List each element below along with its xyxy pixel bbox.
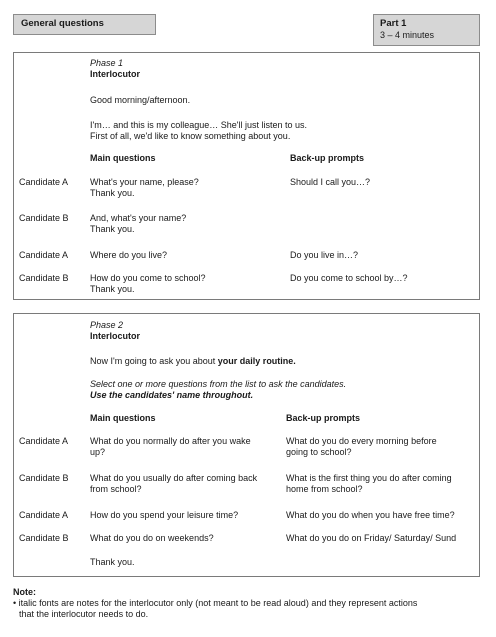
phase1-label: Phase 1 — [90, 58, 124, 68]
main-question: And, what's your name? — [90, 213, 187, 223]
backup-prompt: What do you do every morning before — [286, 436, 437, 446]
main-question: What do you normally do after you wake — [90, 436, 251, 446]
backup-prompt: What do you do when you have free time? — [286, 510, 455, 520]
candidate-label: Candidate A — [19, 177, 69, 187]
phase2-main-questions-header: Main questions — [90, 413, 156, 423]
backup-prompt: What do you do on Friday/ Saturday/ Sund — [286, 533, 457, 543]
main-question: from school? — [90, 484, 142, 494]
note-heading: Note: — [13, 587, 36, 597]
part-label: Part 1 — [380, 18, 407, 29]
backup-prompt: home from school? — [286, 484, 363, 494]
note-text — [13, 598, 483, 620]
main-question: How do you spend your leisure time? — [90, 510, 239, 520]
phase1-intro-line: First of all, we'd like to know something about you. — [90, 131, 291, 141]
main-question: What's your name, please? — [90, 177, 199, 187]
backup-prompt: Do you live in…? — [290, 250, 359, 260]
phase1-backup-prompts-header: Back-up prompts — [290, 153, 365, 163]
main-question: Thank you. — [90, 284, 135, 294]
candidate-label: Candidate B — [19, 533, 69, 543]
timing-label: 3 – 4 minutes — [380, 30, 435, 40]
note-line: • italic fonts are notes for the interlocutor only (not meant to be read aloud) and they represent actions — [13, 598, 418, 608]
phase2-interlocutor-label: Interlocutor — [90, 331, 141, 341]
main-question: Where do you live? — [90, 250, 168, 260]
phase2-label: Phase 2 — [90, 320, 124, 330]
main-question: Thank you. — [90, 188, 135, 198]
candidate-label: Candidate A — [19, 250, 69, 260]
main-question: What do you usually do after coming back — [90, 473, 258, 483]
phase2-intro-topic: your daily routine. — [217, 356, 296, 366]
main-question: How do you come to school? — [90, 273, 206, 283]
main-question: Thank you. — [90, 224, 135, 234]
note-line: that the interlocutor needs to do. — [19, 609, 149, 619]
phase2-closing: Thank you. — [90, 557, 135, 567]
phase1-main-questions-header: Main questions — [90, 153, 156, 163]
main-question: What do you do on weekends? — [90, 533, 214, 543]
backup-prompt: Do you come to school by…? — [290, 273, 408, 283]
candidate-label: Candidate B — [19, 213, 69, 223]
phase1-interlocutor-label: Interlocutor — [90, 69, 141, 79]
main-question: up? — [90, 447, 106, 457]
phase1-box — [13, 52, 480, 300]
candidate-label: Candidate B — [19, 473, 69, 483]
candidate-label: Candidate A — [19, 436, 69, 446]
phase2-backup-prompts-header: Back-up prompts — [286, 413, 361, 423]
backup-prompt: What is the first thing you do after coming — [286, 473, 452, 483]
phase2-instruction: Use the candidates' name throughout. — [90, 390, 254, 400]
backup-prompt: going to school? — [286, 447, 352, 457]
phase2-intro-text: Now I'm going to ask you about — [90, 356, 218, 366]
phase1-greeting: Good morning/afternoon. — [90, 95, 191, 105]
candidate-label: Candidate A — [19, 510, 69, 520]
backup-prompt: Should I call you…? — [290, 177, 371, 187]
phase1-intro-line: I'm… and this is my colleague… She'll just listen to us. — [90, 120, 308, 130]
candidate-label: Candidate B — [19, 273, 69, 283]
phase2-instruction: Select one or more questions from the list to ask the candidates. — [90, 379, 347, 389]
section-title: General questions — [13, 14, 156, 35]
phase2-box — [13, 313, 480, 577]
part-box — [373, 14, 480, 46]
phase2-intro — [90, 356, 296, 367]
